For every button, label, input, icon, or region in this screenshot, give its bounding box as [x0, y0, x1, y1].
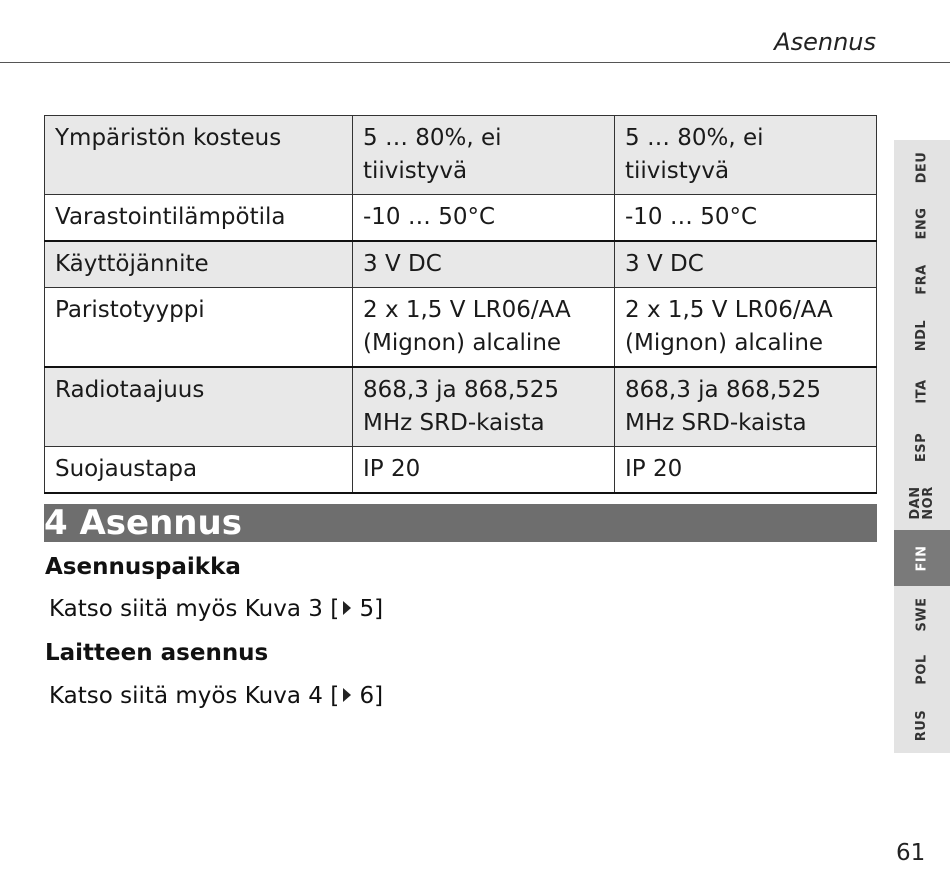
reference-text-after: 6]: [352, 683, 384, 709]
running-header: Asennus: [774, 28, 876, 56]
language-tab-eng[interactable]: ENG: [914, 207, 930, 239]
table-cell-value: -10 … 50°C: [353, 195, 615, 242]
table-row: [45, 241, 877, 288]
table-cell-label: Varastointilämpötila: [45, 195, 353, 242]
table-cell-value: IP 20: [353, 447, 615, 494]
table-cell-value: 868,3 ja 868,525 MHz SRD-kaista: [353, 367, 615, 447]
table-row: [45, 116, 877, 195]
language-tab-ita[interactable]: ITA: [914, 378, 930, 404]
page-number: 61: [896, 840, 926, 866]
table-row: [45, 447, 877, 494]
reference-text: [49, 683, 383, 709]
reference-text: [49, 596, 383, 622]
subheading-installation-site: Asennuspaikka: [45, 554, 241, 580]
table-cell-value: 5 … 80%, ei tiivistyvä: [615, 116, 877, 195]
language-tab-deu[interactable]: DEU: [914, 151, 930, 184]
table-cell-label: Käyttöjännite: [45, 241, 353, 288]
language-tab-fin[interactable]: FIN: [894, 530, 950, 586]
table-cell-label: Radiotaajuus: [45, 367, 353, 447]
language-tab-fra[interactable]: FRA: [914, 263, 930, 295]
language-tab-strip: [894, 140, 950, 753]
table-cell-value: 2 x 1,5 V LR06/AA (Mignon) alcaline: [353, 288, 615, 368]
table-cell-value: 3 V DC: [353, 241, 615, 288]
language-tab-dan-nor[interactable]: DAN NOR: [908, 485, 936, 520]
language-tab-swe[interactable]: SWE: [914, 596, 930, 632]
table-cell-label: Paristotyyppi: [45, 288, 353, 368]
table-row: [45, 367, 877, 447]
reference-text-after: 5]: [352, 596, 384, 622]
table-cell-value: IP 20: [615, 447, 877, 494]
table-cell-label: Ympäristön kosteus: [45, 116, 353, 195]
spec-table: [44, 115, 877, 494]
table-cell-value: 3 V DC: [615, 241, 877, 288]
page-arrow-icon: [343, 601, 351, 615]
language-tab-esp[interactable]: ESP: [914, 432, 930, 462]
header-rule: [0, 62, 950, 63]
table-row: [45, 195, 877, 242]
table-cell-value: 2 x 1,5 V LR06/AA (Mignon) alcaline: [615, 288, 877, 368]
reference-text-before: Katso siitä myös Kuva 3 [: [49, 596, 340, 622]
table-cell-value: -10 … 50°C: [615, 195, 877, 242]
page-arrow-icon: [343, 688, 351, 702]
section-heading: 4 Asennus: [44, 504, 877, 542]
language-tab-pol[interactable]: POL: [914, 654, 930, 685]
subheading-device-installation: Laitteen asennus: [45, 640, 269, 666]
table-cell-label: Suojaustapa: [45, 447, 353, 494]
language-tab-rus[interactable]: RUS: [914, 709, 930, 741]
reference-text-before: Katso siitä myös Kuva 4 [: [49, 683, 340, 709]
table-row: [45, 288, 877, 368]
language-tab-ndl[interactable]: NDL: [914, 319, 930, 351]
table-cell-value: 5 … 80%, ei tiivistyvä: [353, 116, 615, 195]
table-cell-value: 868,3 ja 868,525 MHz SRD-kaista: [615, 367, 877, 447]
